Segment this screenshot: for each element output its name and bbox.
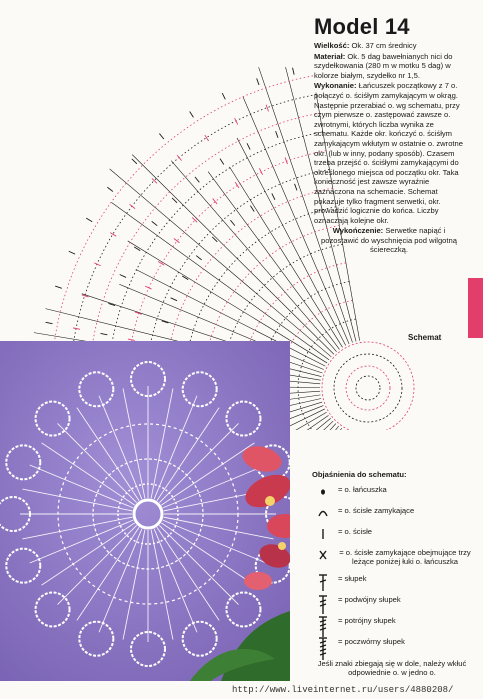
diagram-center [322, 342, 414, 430]
diagram-stitch-post [174, 238, 180, 242]
diagram-spoke [132, 155, 334, 355]
footer-url: http://www.liveinternet.ru/users/4880208/ [232, 685, 454, 695]
size-paragraph [314, 41, 464, 51]
material-paragraph [314, 52, 464, 81]
diagram-stitch-post [250, 206, 254, 212]
legend-item-desc: = o. łańcuszka [338, 485, 387, 495]
diagram-stitch-post [295, 184, 297, 191]
legend-item-desc: = słupek [338, 573, 367, 583]
diagram-stitch-post [247, 143, 250, 149]
diagram-stitch-post [94, 263, 100, 266]
size-value: Ok. 37 cm średnicy [351, 41, 417, 50]
diagram-stitch-post [69, 251, 75, 254]
diagram-stitch-post [212, 237, 217, 242]
diagram-stitch-post [158, 261, 164, 265]
finishing-value: Serwetke napiąć i pozostawić do wyschnięcia pod wilgotną ściereczką. [321, 226, 457, 255]
diagram-stitch-post [276, 131, 278, 138]
instructions-text [314, 41, 464, 256]
diagram-stitch-post [196, 256, 202, 260]
diagram-stitch-post [107, 187, 113, 191]
diagram-ring [356, 376, 380, 400]
diagram-stitch-post [272, 193, 275, 199]
material-label: Materiał: [314, 51, 346, 61]
treble-crochet-icon [312, 595, 338, 609]
diagram-stitch-post [293, 68, 295, 75]
diagram-stitch-post [46, 322, 53, 323]
legend-item [312, 506, 472, 520]
diagram-stitch-post [145, 286, 151, 289]
diagram-stitch-post [235, 182, 239, 188]
diagram-stitch-post [220, 159, 224, 165]
single-crochet-icon [312, 527, 338, 541]
diagram-stitch-post [132, 159, 137, 164]
diagram-stitch-post [73, 328, 80, 329]
diagram-stitch-post [235, 118, 238, 124]
diagram-stitch-post [171, 298, 177, 301]
diagram-stitch-post [213, 199, 217, 204]
diagram-stitch-post [86, 218, 92, 222]
triple-treble-icon [312, 616, 338, 630]
diagram-ring [334, 354, 402, 422]
diagram-stitch-post [159, 134, 163, 139]
legend-item [312, 527, 472, 541]
diagram-ring [346, 366, 390, 410]
legend-item [312, 485, 472, 499]
diagram-stitch-post [177, 155, 181, 160]
legend-title: Objaśnienia do schematu: [312, 470, 407, 479]
diagram-stitch-post [120, 275, 126, 278]
diagram-stitch-post [195, 177, 199, 182]
finishing-label: Wykończenie: [332, 226, 384, 236]
doily-photo [0, 341, 290, 681]
diagram-label: Schemat [408, 333, 442, 342]
diagram-spoke [171, 161, 336, 352]
size-label: Wielkość: [314, 41, 350, 50]
legend-item-desc: = o. ścisłe zamykające [338, 506, 415, 516]
diagram-stitch-post [222, 93, 225, 99]
legend-item-desc: = poczwórny słupek [338, 636, 405, 646]
finishing-paragraph [314, 226, 464, 255]
legend [312, 470, 472, 677]
material-value: Ok. 5 dag bawełnianych nici do szydełkowania (280 m w motku 5 dag) w kolorze białym, szydełko nr 1,5. [314, 51, 453, 80]
diagram-stitch-post [266, 105, 268, 112]
diagram-stitch-post [230, 220, 234, 225]
method-paragraph [314, 81, 464, 225]
diagram-stitch-post [130, 204, 136, 208]
legend-note: Jeśli znaki zbiegają się w dole, należy wkłuć odpowiednie o. w jedno o. [317, 658, 467, 677]
diagram-stitch-post [134, 247, 140, 251]
method-value: Łańcuszek początkowy z 7 o. połączyć o. ściśłym zamykającym w okrąg. Następnie przerabiać o. wg schematu, przy czym pierwsze o. zastępować zawsze o. zwrotnymi, których liczba wynika ze schematu. Każde okr. kończyć o. ściśłym zamykającym wkłutym w ostatnie o. zwrotne okr. (lub w inny, podany sposób). Czasem trzeba przejść o. ściśłymi zamykającymi do określonego miejsca od początku okr. Taka konieczność jest zawsze wyraźnie zaznaczona na schemacie. Schemat pokazuje tylko fragment serwetki, okr. prowadzić logicznie do końca. Liczby oznaczają kolejne okr. [314, 81, 463, 225]
legend-item [312, 574, 472, 588]
diagram-spoke [112, 203, 330, 360]
doily-photo-drawing [0, 341, 290, 681]
diagram-stitch-post [152, 221, 158, 225]
method-label: Wykonanie: [314, 81, 357, 91]
double-crochet-icon [312, 574, 338, 588]
diagram-stitch-post [259, 168, 262, 174]
legend-item-desc: = o. ścisłe [338, 527, 372, 537]
page-title: Model 14 [314, 14, 410, 39]
diagram-stitch-post [205, 135, 209, 141]
joining-stitch-icon [312, 548, 338, 562]
diagram-stitch-post [190, 112, 194, 118]
diagram-stitch-post [257, 78, 259, 85]
legend-item-desc: = podwójny słupek [338, 594, 401, 604]
diagram-ring [322, 342, 414, 430]
quadruple-treble-icon [312, 637, 338, 651]
legend-item-desc: = o. ścisłe zamykające obejmujące trzy leżące poniżej łuki o. łańcuszka [339, 548, 471, 567]
diagram-round-arc [279, 300, 353, 430]
diagram-stitch-post [182, 276, 188, 280]
chain-stitch-icon [312, 485, 338, 499]
legend-item-desc: = potrójny słupek [338, 615, 396, 625]
legend-item [312, 637, 472, 651]
legend-item [312, 548, 472, 566]
legend-item [312, 595, 472, 609]
diagram-stitch-post [101, 333, 108, 334]
slip-stitch-icon [312, 506, 338, 520]
diagram-stitch-post [55, 286, 62, 288]
legend-item [312, 616, 472, 630]
